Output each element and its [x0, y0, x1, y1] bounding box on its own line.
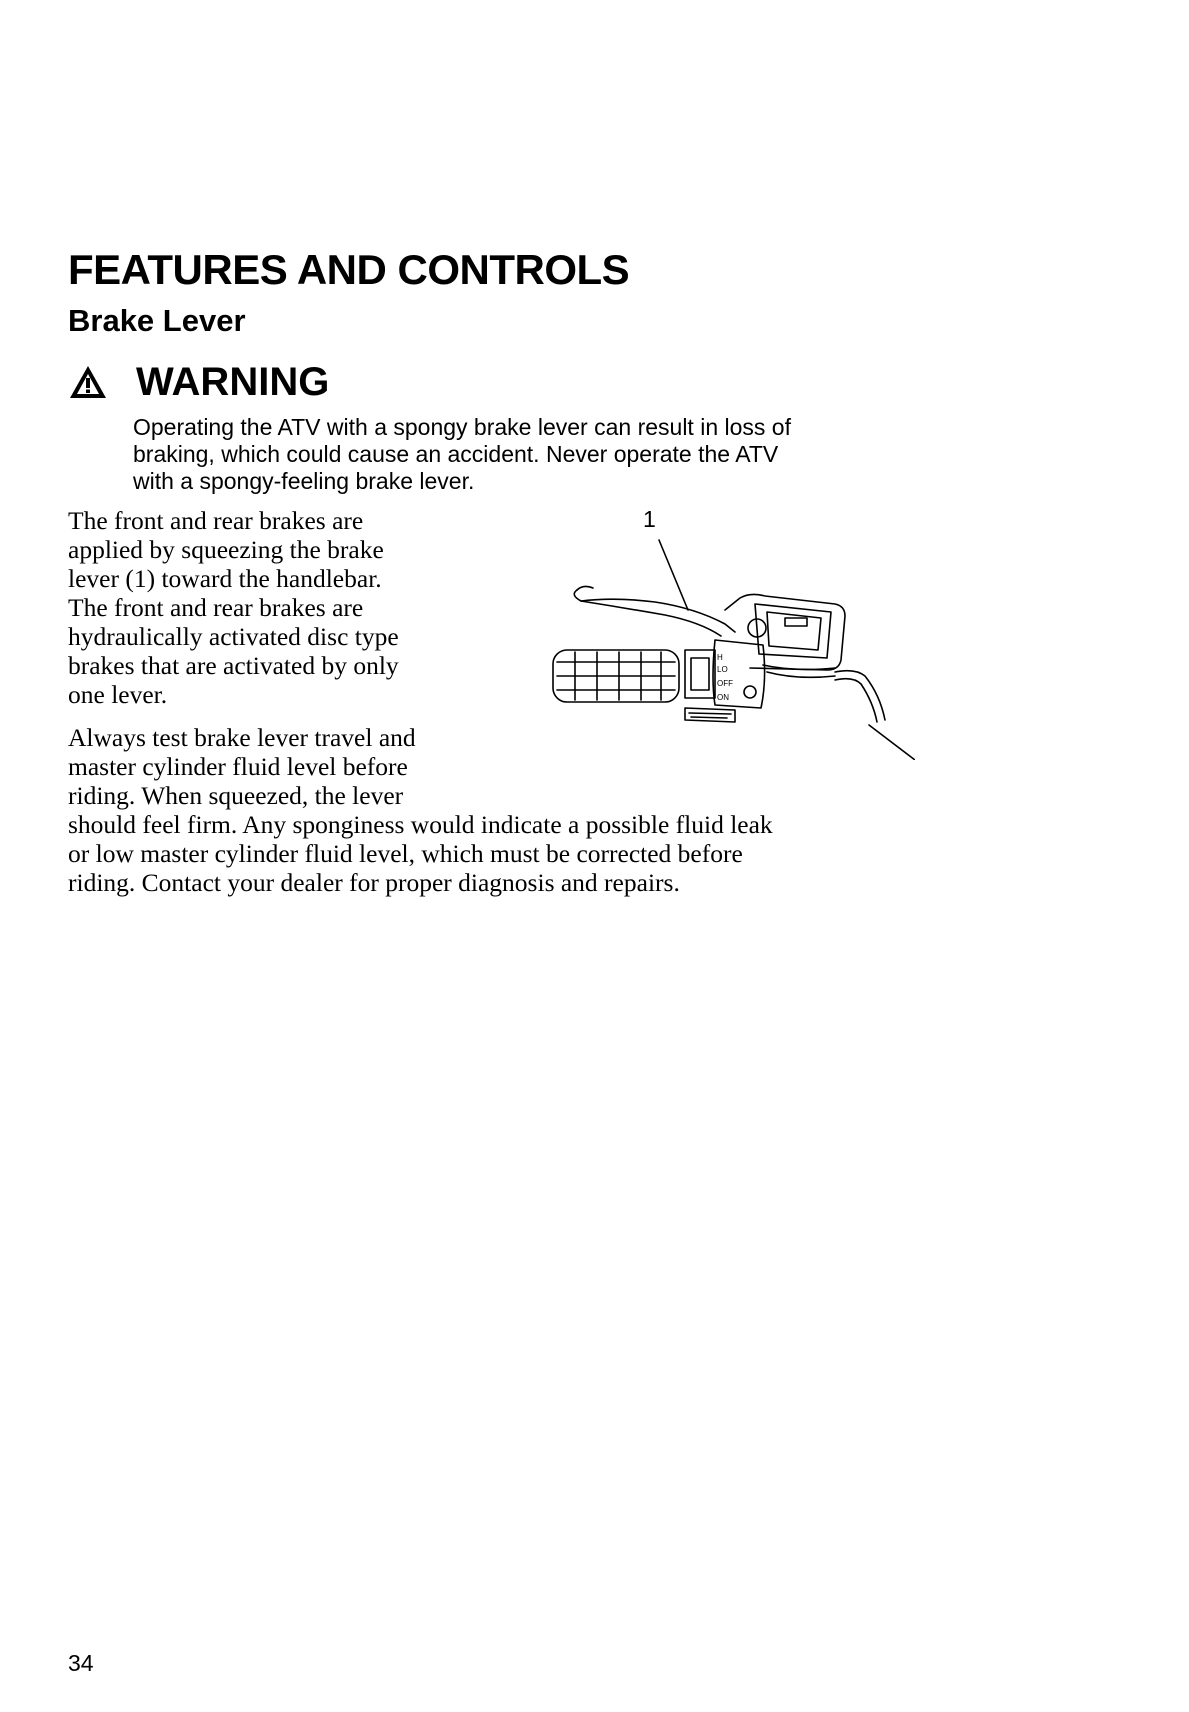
switch-label: OFF [717, 679, 733, 688]
warning-triangle-icon [68, 364, 108, 400]
body-line: master cylinder fluid level before [68, 752, 408, 781]
body-line: Always test brake lever travel and [68, 723, 416, 752]
warning-line: braking, which could cause an accident. Never operate the ATV [133, 441, 779, 467]
body-line: one lever. [68, 680, 168, 709]
subsection-title: Brake Lever [68, 303, 246, 338]
switch-label: LO [717, 665, 728, 674]
body-line: The front and rear brakes are [68, 506, 364, 535]
body-line: lever (1) toward the handlebar. [68, 564, 382, 593]
page-number: 34 [68, 1650, 94, 1676]
lever-tip [577, 586, 593, 590]
warning-header [68, 356, 329, 408]
brake-lever-illustration [535, 500, 915, 760]
warning-line: Operating the ATV with a spongy brake lever can result in loss of [133, 414, 791, 440]
lever-bottom-edge [581, 601, 721, 636]
body-line: riding. Contact your dealer for proper diagnosis and repairs. [68, 868, 680, 897]
warning-title: WARNING [136, 360, 330, 404]
switch-plate [685, 708, 735, 722]
section-title: FEATURES AND CONTROLS [68, 246, 630, 293]
body-line: brakes that are activated by only [68, 651, 399, 680]
switch-knob [691, 658, 709, 690]
body-line: The front and rear brakes are [68, 593, 364, 622]
brake-description-paragraph [68, 506, 458, 709]
body-line: or low master cylinder fluid level, which must be corrected before [68, 839, 743, 868]
clamp-screw [744, 686, 756, 698]
body-line: hydraulically activated disc type [68, 622, 399, 651]
warning-text [133, 414, 933, 495]
warning-line: with a spongy-feeling brake lever. [133, 468, 475, 494]
switch-label: ON [717, 693, 729, 702]
handlebar-lower [767, 672, 835, 677]
body-line: riding. When squeezed, the lever [68, 781, 404, 810]
switch-label: H [717, 653, 723, 662]
body-line: should feel firm. Any sponginess would indicate a possible fluid leak [68, 810, 773, 839]
cap-label [785, 618, 807, 626]
brake-lever-drawing [535, 500, 915, 760]
callout-leader-line [659, 540, 688, 610]
lever-top-edge [574, 590, 735, 632]
body-line: applied by squeezing the brake [68, 535, 384, 564]
callout-label: 1 [643, 506, 656, 532]
hose-extension [869, 725, 915, 760]
